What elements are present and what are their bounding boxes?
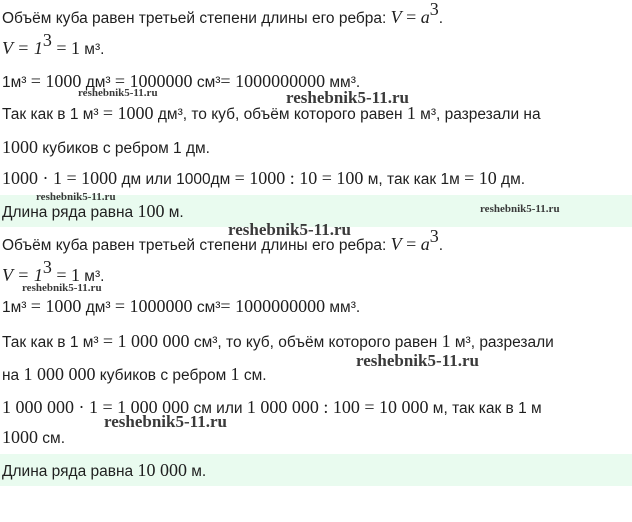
watermark: reshebnik5-11.ru [104, 412, 227, 431]
p1-line1: Объём куба равен третьей степени длины его ребра: $V = a^3$. [2, 0, 444, 27]
p2-line1: Объём куба равен третьей степени длины его ребра: $V = a^3$. [2, 226, 444, 254]
p1-line5: 1000 кубиков с ребром 1 дм. [2, 137, 210, 157]
p2-line4: Так как в 1 м³ = 1 000 000 см³, то куб, объём которого равен 1 м³, разрезали [2, 331, 554, 351]
p2-line3: 1м³ = 1000 дм³ = 1000000 см³= 1000000000 мм³. [2, 296, 361, 316]
p1-line6: 1000 · 1 = 1000 дм или 1000дм = 1000 : 10 = 100 м, так как 1м = 10 дм. [2, 168, 526, 188]
p2-line5: на 1 000 000 кубиков с ребром 1 см. [2, 364, 267, 384]
p1-line2: $V = 1^3 = 1$ м³. [2, 30, 105, 58]
watermark: reshebnik5-11.ru [356, 351, 479, 370]
p2-line6: 1 000 000 · 1 = 1 000 000 см или 1 000 000 : 100 = 10 000 м, так как в 1 м [2, 397, 542, 417]
p1-line4: Так как в 1 м³ = 1000 дм³, то куб, объём которого равен 1 м³, разрезали на [2, 103, 541, 123]
p2-answer: Длина ряда равна 10 000 м. [2, 460, 207, 480]
p2-line2: $V = 1^3 = 1$ м³. [2, 257, 105, 285]
p1-answer: Длина ряда равна 100 м. [2, 201, 184, 221]
watermark: reshebnik5-11.ru [22, 282, 102, 294]
watermark: reshebnik5-11.ru [78, 87, 158, 99]
watermark: reshebnik5-11.ru [480, 203, 560, 215]
watermark: reshebnik5-11.ru [286, 88, 409, 107]
p2-line7: 1000 см. [2, 427, 66, 447]
watermark: reshebnik5-11.ru [36, 191, 116, 203]
watermark: reshebnik5-11.ru [228, 220, 351, 239]
p1-line3: 1м³ = 1000 дм³ = 1000000 см³= 1000000000 мм³. [2, 71, 361, 91]
